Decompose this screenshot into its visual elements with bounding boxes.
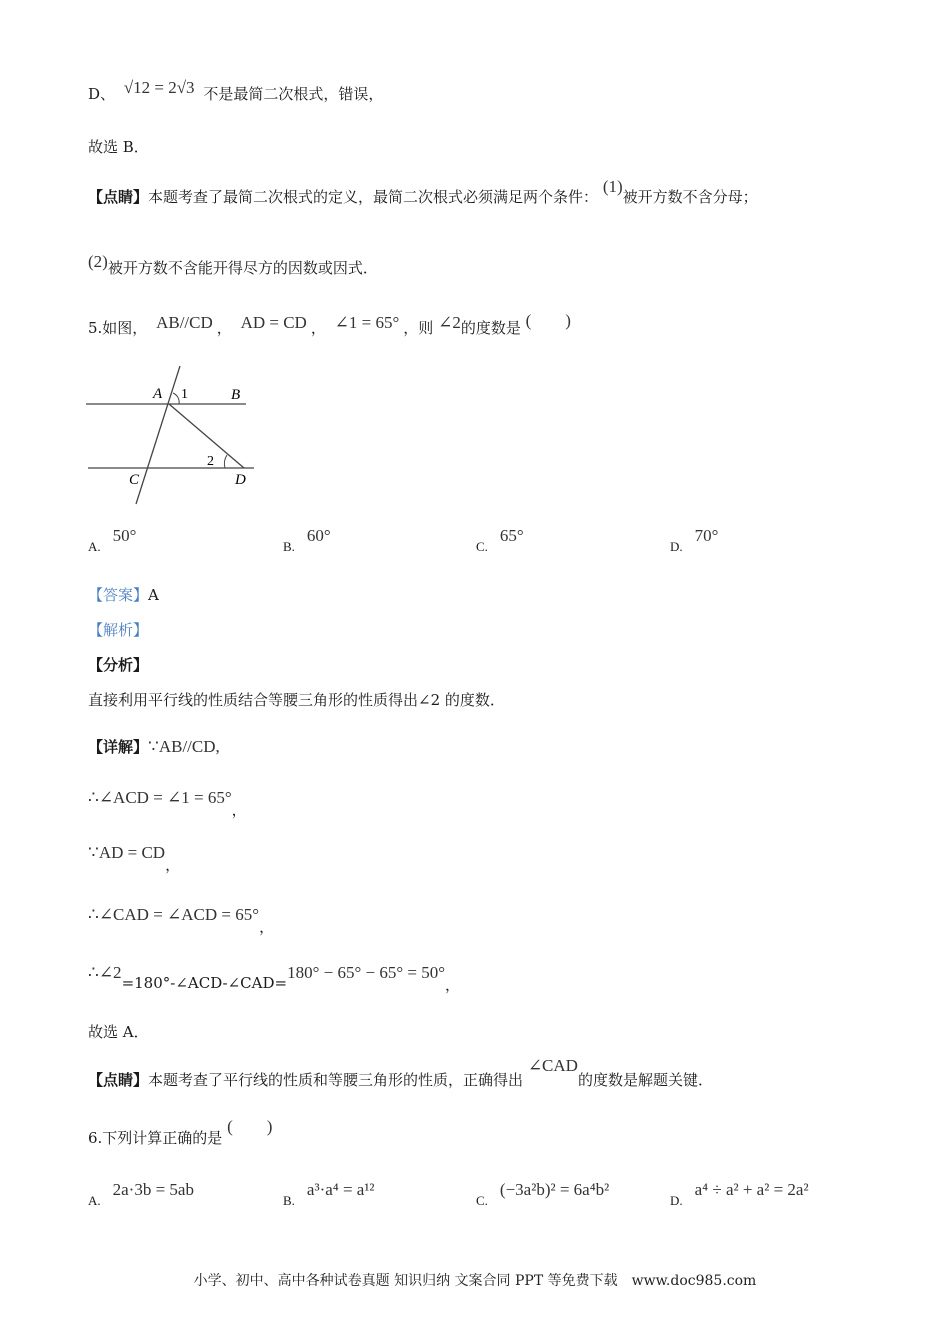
note2-tag: 【点睛】	[88, 1071, 149, 1089]
label-c: C	[129, 472, 140, 488]
q6-option-c	[476, 1180, 610, 1208]
answer-line	[88, 585, 159, 605]
step1-tail: ，	[231, 801, 247, 819]
detail-math: ∵AB//CD,	[148, 737, 220, 756]
note1-num1: (1)	[602, 177, 623, 196]
note2-text2: 的度数是解题关键．	[577, 1071, 713, 1089]
choose-a: 故选 A．	[88, 1023, 149, 1041]
q6-option-d-label: D.	[670, 1193, 683, 1208]
note2-line	[88, 1056, 713, 1090]
step2-line	[88, 843, 181, 874]
detail-tag: 【详解】	[88, 738, 149, 756]
q6-option-d-value: a⁴ ÷ a² + a² = 2a²	[694, 1180, 809, 1199]
step4-line	[88, 963, 461, 994]
q5-sep1: ，	[216, 319, 232, 337]
q5-option-a-label: A.	[88, 539, 101, 554]
angle2-arc	[224, 455, 227, 468]
q5-math-equal: AD = CD	[240, 313, 307, 332]
note1-num2: (2)	[88, 252, 108, 271]
note1-cont-text: 被开方数不含能开得尽方的因数或因式．	[107, 259, 378, 277]
label-d: D	[235, 472, 246, 488]
step2-tail: ，	[165, 856, 181, 874]
option-d-line	[88, 78, 384, 104]
note1-tag: 【点睛】	[88, 188, 149, 206]
q5-suffix: 的度数是	[460, 319, 521, 337]
answer-value: A	[148, 586, 159, 604]
fenxi-text: 直接利用平行线的性质结合等腰三角形的性质得出∠2 的度数．	[88, 691, 505, 709]
answer-tag: 【答案】	[88, 586, 149, 604]
q5-option-c	[476, 526, 524, 554]
fenxi-tag: 【分析】	[88, 656, 149, 674]
label-a: A	[153, 386, 163, 402]
q6-option-a-value: 2a·3b = 5ab	[112, 1180, 194, 1199]
q5-option-b	[283, 526, 331, 554]
q6-option-c-value: (−3a²b)² = 6a⁴b²	[499, 1180, 610, 1199]
q5-option-b-value: 60°	[306, 526, 331, 545]
step4-math1: ∴∠2	[88, 963, 122, 982]
label-one: 1	[181, 387, 188, 402]
step1-math: ∴∠ACD = ∠1 = 65°	[88, 788, 232, 807]
q5-option-d-value: 70°	[694, 526, 719, 545]
q5-option-d	[670, 526, 719, 554]
q5-sep2: ，	[310, 319, 326, 337]
step1-line	[88, 788, 247, 819]
q5-option-c-value: 65°	[499, 526, 524, 545]
step3-line	[88, 905, 275, 936]
q6-option-b	[283, 1180, 375, 1208]
step3-tail: ，	[259, 918, 275, 936]
page-footer: 小学、初中、高中各种试卷真题 知识归纳 文案合同 PPT 等免费下载 www.doc985.com	[193, 1273, 757, 1289]
step3-math: ∴∠CAD = ∠ACD = 65°	[88, 905, 260, 924]
geometry-figure	[84, 362, 264, 507]
q6-text: 6.下列计算正确的是	[88, 1129, 223, 1147]
note1-text: 本题考查了最简二次根式的定义，最简二次根式必须满足两个条件：	[148, 188, 599, 206]
note1-cont-line	[88, 252, 378, 278]
q5-math-angle2: ∠2	[438, 313, 461, 332]
detail-line	[88, 737, 220, 757]
question-5	[88, 311, 571, 338]
q6-option-b-value: a³·a⁴ = a¹²	[306, 1180, 375, 1199]
q5-option-b-label: B.	[283, 539, 295, 554]
q6-option-c-label: C.	[476, 1193, 488, 1208]
q5-option-a	[88, 526, 137, 554]
q6-option-a-label: A.	[88, 1193, 101, 1208]
option-d-prefix: D、	[88, 85, 116, 103]
q5-option-c-label: C.	[476, 539, 488, 554]
q5-prefix: 5.如图，	[88, 319, 148, 337]
note2-text: 本题考查了平行线的性质和等腰三角形的性质，正确得出	[148, 1071, 524, 1089]
step4-text: =180°-∠ACD-∠CAD=	[121, 974, 288, 992]
q5-math-parallel: AB//CD	[156, 313, 213, 332]
q5-math-angle1: ∠1 = 65°	[334, 313, 400, 332]
note2-math: ∠CAD	[527, 1056, 578, 1075]
question-6	[88, 1117, 273, 1148]
label-two: 2	[207, 454, 214, 469]
note1-text2: 被开方数不含分母；	[622, 188, 758, 206]
q6-paren: ( )	[227, 1117, 273, 1136]
analysis-tag: 【解析】	[88, 621, 149, 639]
choose-b: 故选 B．	[88, 138, 149, 156]
note1-line	[88, 177, 758, 207]
angle1-arc	[173, 393, 179, 404]
q6-option-d	[670, 1180, 809, 1208]
label-b: B	[231, 387, 241, 403]
q5-option-d-label: D.	[670, 539, 683, 554]
q6-option-a	[88, 1180, 194, 1208]
q5-option-a-value: 50°	[112, 526, 137, 545]
q5-mid: ，则	[403, 319, 434, 337]
option-d-text: 不是最简二次根式，错误，	[203, 85, 384, 103]
step4-tail: ，	[445, 976, 461, 994]
step4-math2: 180° − 65° − 65° = 50°	[287, 963, 446, 982]
sqrt-math: √12 = 2√3	[123, 78, 195, 97]
q6-option-b-label: B.	[283, 1193, 295, 1208]
step2-math: ∵AD = CD	[88, 843, 166, 862]
q5-paren: ( )	[525, 311, 571, 330]
